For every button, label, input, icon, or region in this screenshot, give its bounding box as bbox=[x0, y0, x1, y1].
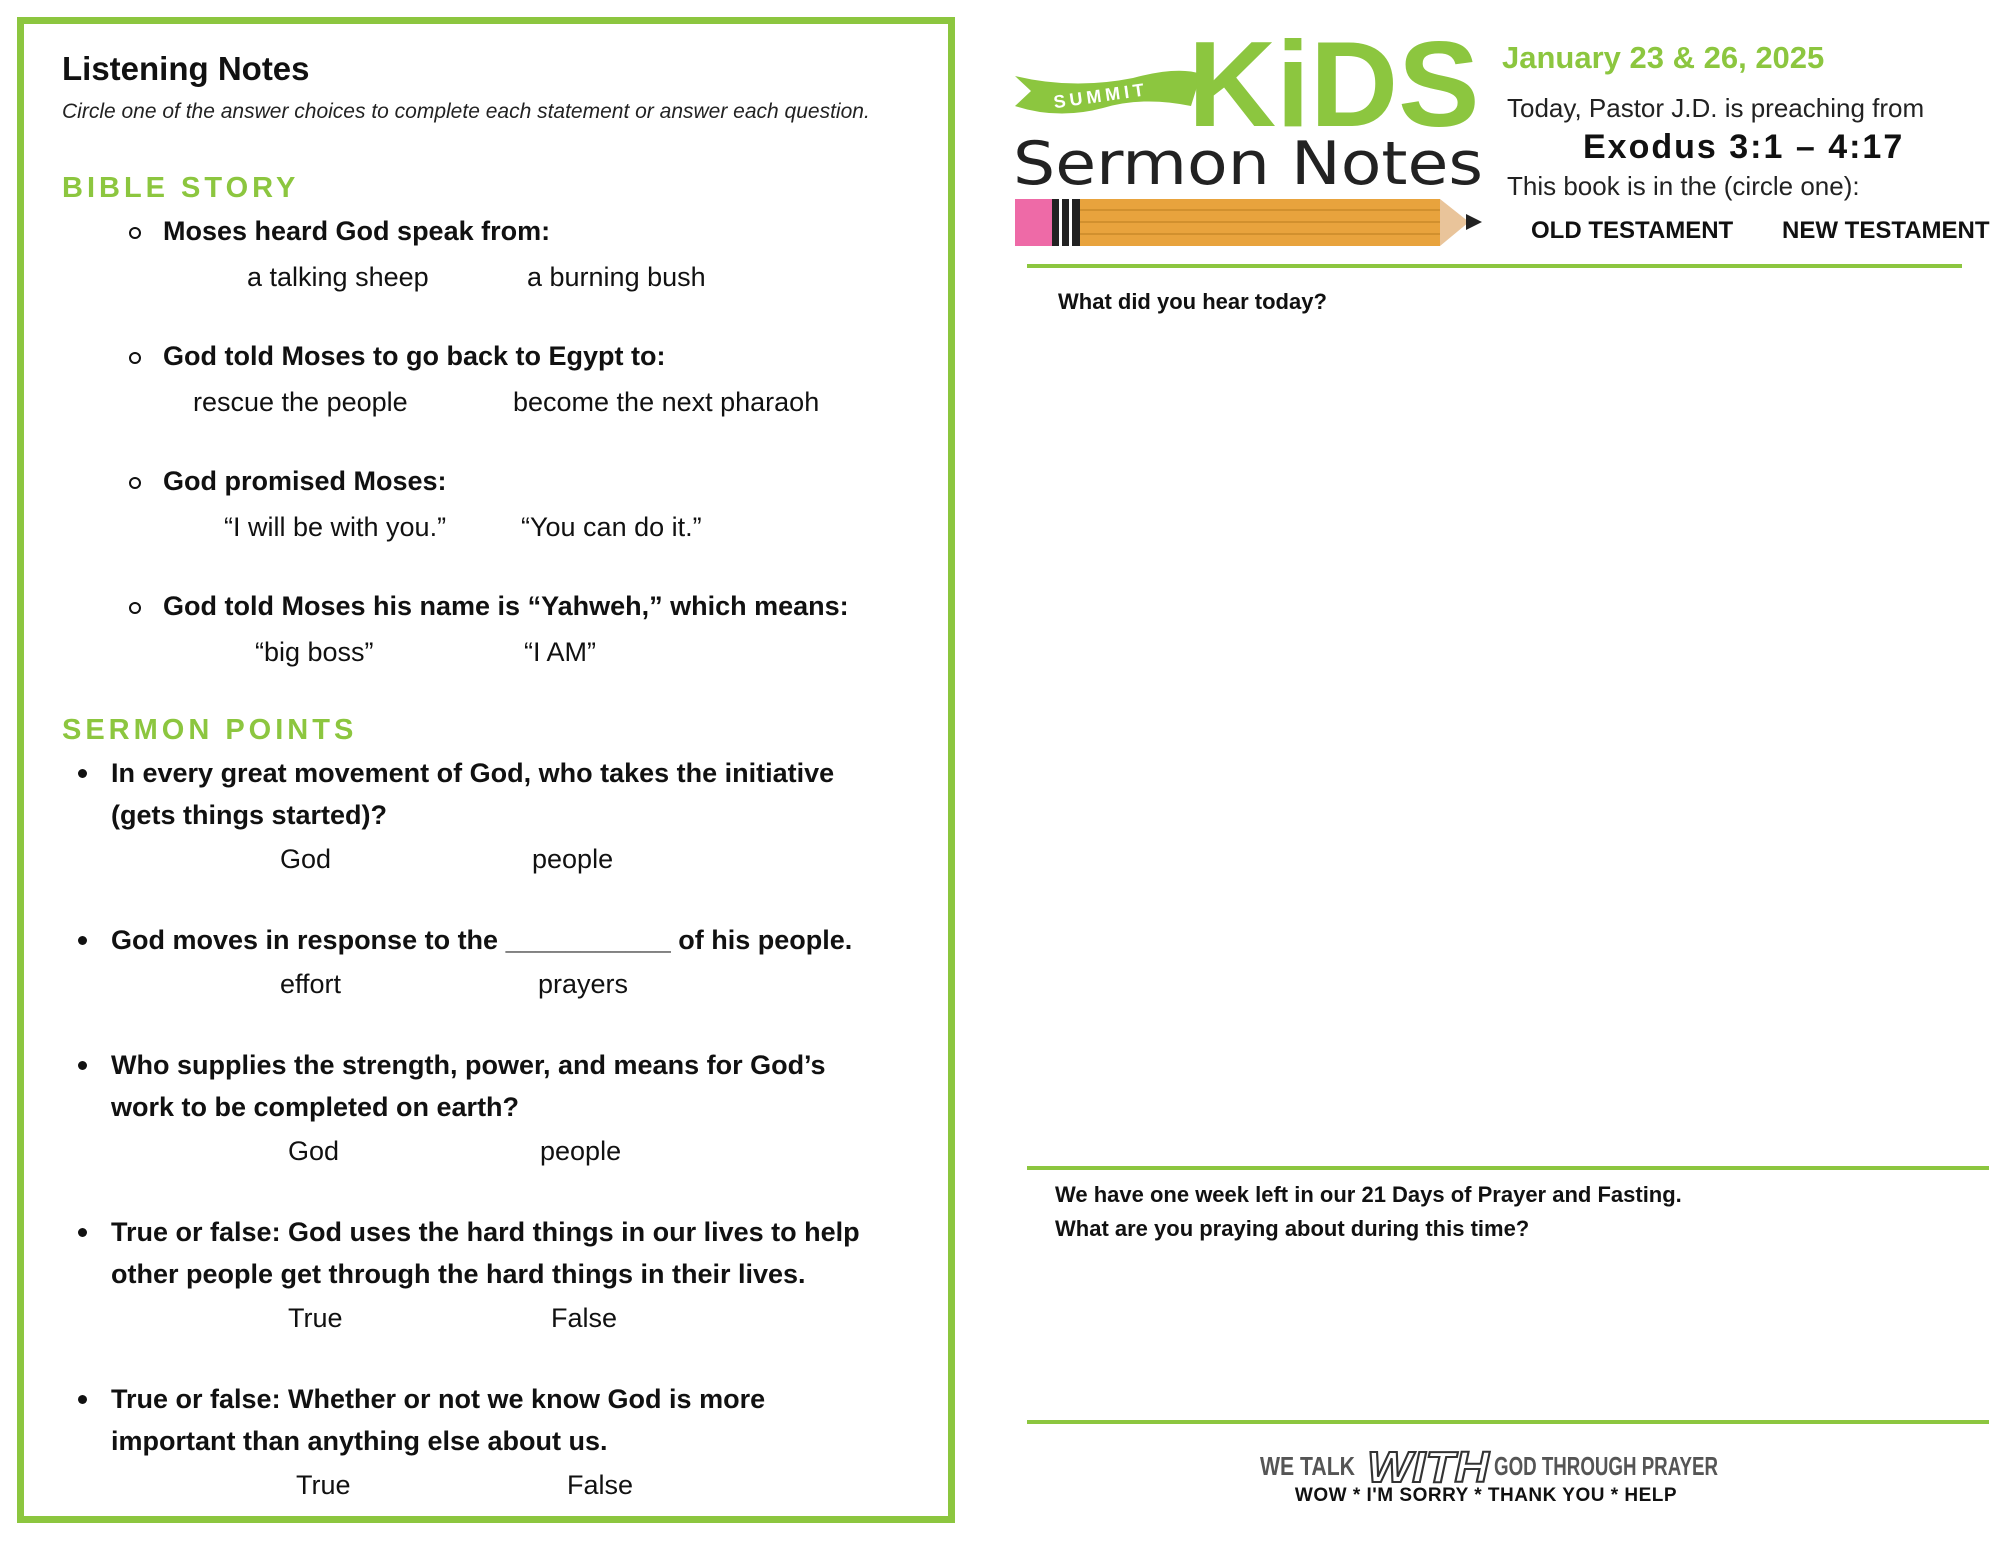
answer-choice[interactable]: become the next pharaoh bbox=[513, 387, 820, 417]
dot-bullet bbox=[78, 1228, 87, 1237]
pencil-ferrule bbox=[1052, 199, 1080, 246]
sermon-question-line: work to be completed on earth? bbox=[111, 1092, 520, 1122]
footer-we-talk: WE TALK bbox=[1260, 1451, 1356, 1481]
circle-bullet bbox=[129, 602, 141, 614]
circle-bullet bbox=[129, 352, 141, 364]
sermon-question-line: True or false: God uses the hard things in our lives to help bbox=[111, 1217, 860, 1247]
sermon-question-line: In every great movement of God, who takes the initiative bbox=[111, 758, 835, 788]
answer-choice[interactable]: God bbox=[288, 1136, 340, 1166]
answer-choice[interactable]: True bbox=[296, 1470, 351, 1500]
old-testament-choice[interactable]: OLD TESTAMENT bbox=[1531, 217, 1734, 244]
listening-notes-title: Listening Notes bbox=[62, 50, 310, 87]
bible-question: God told Moses to go back to Egypt to: bbox=[163, 341, 666, 371]
answer-choice[interactable]: “I will be with you.” bbox=[224, 512, 447, 542]
dot-bullet bbox=[78, 936, 87, 945]
listening-notes-instructions: Circle one of the answer choices to complete each statement or answer each question. bbox=[62, 100, 870, 123]
preaching-line: Today, Pastor J.D. is preaching from bbox=[1507, 93, 1925, 123]
scripture-passage: Exodus 3:1 – 4:17 bbox=[1583, 128, 1905, 166]
sermon-question-line: (gets things started)? bbox=[111, 800, 388, 830]
footer-divider bbox=[1027, 1420, 1989, 1424]
dot-bullet bbox=[78, 1061, 87, 1070]
bible-story-heading: BIBLE STORY bbox=[62, 172, 300, 204]
answer-choice[interactable]: people bbox=[540, 1136, 622, 1166]
sermon-question-line: Who supplies the strength, power, and means for God’s bbox=[111, 1050, 826, 1080]
answer-choice[interactable]: people bbox=[532, 844, 614, 874]
header-divider bbox=[1027, 264, 1962, 268]
answer-choice[interactable]: effort bbox=[280, 969, 342, 999]
summit-logo-text: SUMMIT bbox=[1052, 79, 1150, 113]
circle-bullet bbox=[129, 227, 141, 239]
prayer-prompt-line1: We have one week left in our 21 Days of Prayer and Fasting. bbox=[1055, 1182, 1682, 1207]
answer-choice[interactable]: prayers bbox=[538, 969, 629, 999]
sermon-points-heading: SERMON POINTS bbox=[62, 714, 358, 746]
hear-today-prompt: What did you hear today? bbox=[1058, 289, 1327, 314]
answer-choice[interactable]: “You can do it.” bbox=[521, 512, 702, 542]
service-date: January 23 & 26, 2025 bbox=[1502, 40, 1825, 75]
new-testament-choice[interactable]: NEW TESTAMENT bbox=[1782, 217, 1990, 244]
prayer-notes-area[interactable] bbox=[1027, 1250, 1987, 1415]
sermon-notes-logo-text: Sermon Notes bbox=[1013, 129, 1483, 199]
footer-with: WITH bbox=[1367, 1443, 1491, 1492]
sermon-question-line: other people get through the hard things in their lives. bbox=[111, 1259, 806, 1289]
bible-question: Moses heard God speak from: bbox=[163, 216, 551, 246]
dot-bullet bbox=[78, 769, 87, 778]
pencil-eraser bbox=[1015, 199, 1052, 246]
answer-choice[interactable]: False bbox=[567, 1470, 634, 1500]
answer-choice[interactable]: a talking sheep bbox=[247, 262, 429, 292]
dot-bullet bbox=[78, 1395, 87, 1404]
sermon-question-line: important than anything else about us. bbox=[111, 1426, 608, 1456]
kids-logo-text: KiDS bbox=[1188, 16, 1480, 152]
footer-prayer-words: WOW * I'M SORRY * THANK YOU * HELP bbox=[1294, 1485, 1678, 1506]
bible-question: God told Moses his name is “Yahweh,” which means: bbox=[163, 591, 849, 621]
sermon-question-line: True or false: Whether or not we know God is more bbox=[111, 1384, 766, 1414]
kids-sermon-notes-logo bbox=[1013, 16, 1485, 253]
circle-bullet bbox=[129, 477, 141, 489]
answer-choice[interactable]: a burning bush bbox=[527, 262, 706, 292]
answer-choice[interactable]: God bbox=[280, 844, 332, 874]
answer-choice[interactable]: “I AM” bbox=[524, 637, 596, 667]
footer-god-through-prayer: GOD THROUGH PRAYER bbox=[1494, 1451, 1719, 1481]
answer-choice[interactable]: “big boss” bbox=[255, 637, 374, 667]
answer-choice[interactable]: False bbox=[551, 1303, 618, 1333]
pencil-tip bbox=[1440, 199, 1469, 246]
hear-today-notes-area[interactable] bbox=[1027, 325, 1987, 1160]
book-prompt: This book is in the (circle one): bbox=[1507, 171, 1860, 201]
listening-notes-panel bbox=[17, 17, 955, 1523]
sermon-question-line: God moves in response to the ___________ of his people. bbox=[111, 925, 853, 955]
bible-question: God promised Moses: bbox=[163, 466, 447, 496]
answer-choice[interactable]: True bbox=[288, 1303, 343, 1333]
we-talk-with-god-footer bbox=[1253, 1436, 1723, 1526]
answer-choice[interactable]: rescue the people bbox=[193, 387, 408, 417]
prayer-divider bbox=[1027, 1166, 1989, 1170]
prayer-prompt-line2: What are you praying about during this time? bbox=[1055, 1216, 1530, 1241]
